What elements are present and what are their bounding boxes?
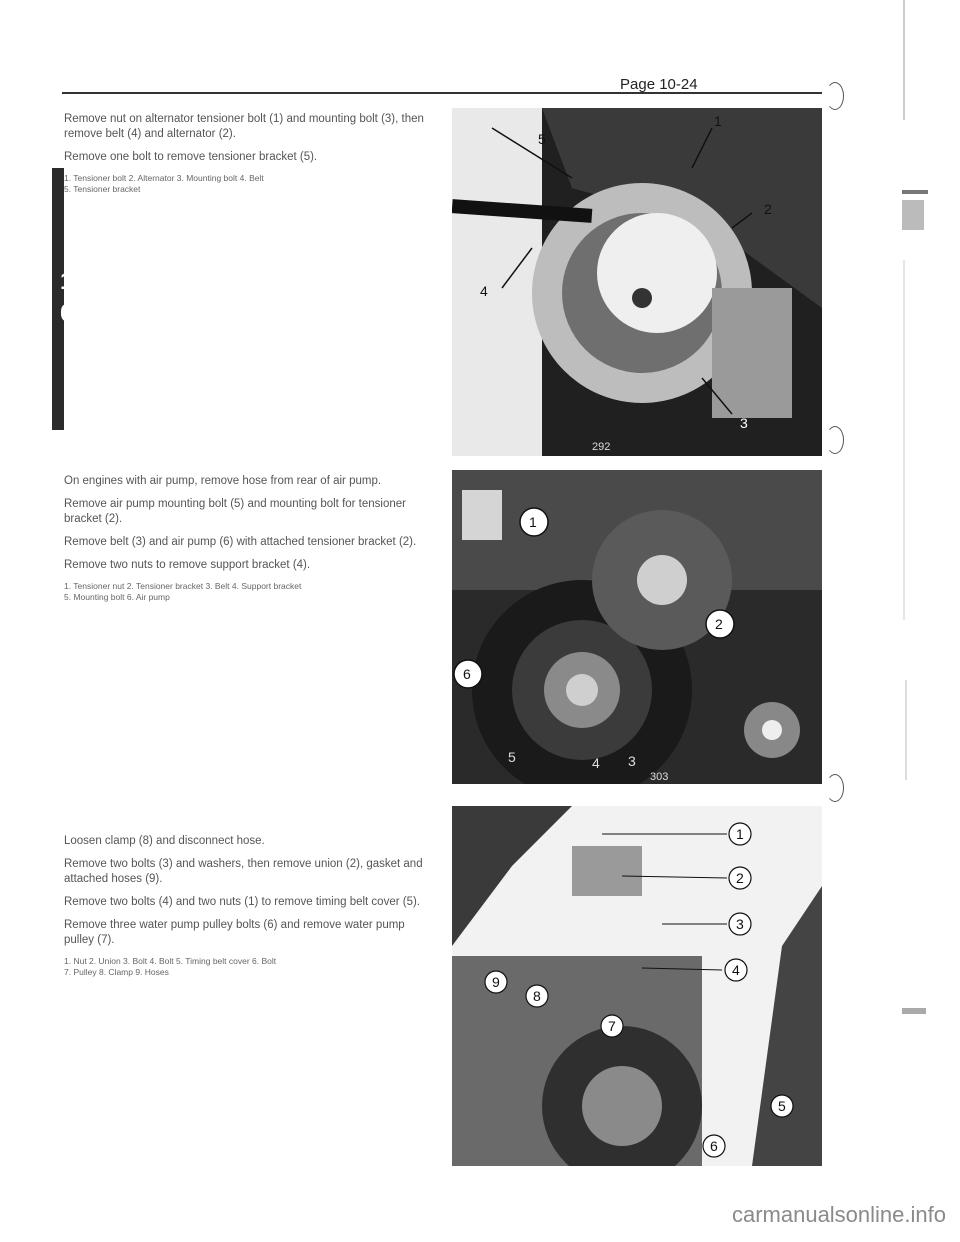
callout-label: 4 [592, 755, 600, 771]
section-tab-digit: 0 [60, 300, 74, 327]
callout-label: 1 [714, 113, 722, 129]
callout-label: 9 [492, 974, 500, 990]
figure-number: 292 [592, 441, 611, 453]
callout-label: 6 [463, 666, 471, 682]
instruction-text: Remove nut on alternator tensioner bolt (1) and mounting bolt (3), then remove belt (4) and alternator (2). [64, 113, 424, 140]
instruction-text: Remove one bolt to remove tensioner bracket (5). [64, 151, 318, 163]
photo-water-pump [452, 806, 822, 1166]
section-tab-digit: 1 [60, 268, 74, 295]
instruction-text: Remove three water pump pulley bolts (6) and remove water pump pulley (7). [64, 919, 405, 946]
photo-alternator [452, 108, 822, 456]
binder-ring-mark [826, 82, 844, 110]
procedure-section-1 [64, 112, 434, 195]
instruction-text: Remove belt (3) and air pump (6) with attached tensioner bracket (2). [64, 536, 417, 548]
callout-label: 1 [529, 514, 537, 530]
callout-label: 2 [715, 616, 723, 632]
callout-label: 3 [740, 415, 748, 431]
figure-caption: 1. Tensioner bolt 2. Alternator 3. Mounting bolt 4. Belt 5. Tensioner bracket [64, 173, 264, 194]
callout-label: 8 [533, 988, 541, 1004]
photo-air-pump [452, 470, 822, 784]
callout-label: 3 [628, 753, 636, 769]
scan-edge-artifacts [898, 0, 938, 1242]
figure-caption: 1. Tensioner nut 2. Tensioner bracket 3. Belt 4. Support bracket 5. Mounting bolt 6. Air pump [64, 581, 302, 602]
instruction-text: Remove two bolts (4) and two nuts (1) to remove timing belt cover (5). [64, 896, 421, 908]
figure-caption: 1. Nut 2. Union 3. Bolt 4. Bolt 5. Timing belt cover 6. Bolt 7. Pulley 8. Clamp 9. Hoses [64, 956, 277, 977]
instruction-text: Remove air pump mounting bolt (5) and mounting bolt for tensioner bracket (2). [64, 498, 406, 525]
callout-label: 4 [480, 283, 488, 299]
callout-label: 5 [508, 749, 516, 765]
header-rule [62, 92, 822, 94]
callout-label: 3 [736, 916, 744, 932]
instruction-text: Loosen clamp (8) and disconnect hose. [64, 835, 265, 847]
watermark: carmanualsonline.info [731, 1202, 946, 1227]
binder-ring-mark [826, 774, 844, 802]
procedure-section-2 [64, 474, 434, 603]
section-tab [52, 168, 64, 430]
instruction-text: Remove two nuts to remove support bracket (4). [64, 559, 311, 571]
callout-label: 5 [778, 1098, 786, 1114]
callout-label: 2 [764, 201, 772, 217]
binder-ring-mark [826, 426, 844, 454]
callout-label: 6 [710, 1138, 718, 1154]
instruction-text: Remove two bolts (3) and washers, then remove union (2), gasket and attached hoses (9). [64, 858, 423, 885]
instruction-text: On engines with air pump, remove hose from rear of air pump. [64, 475, 382, 487]
callout-label: 2 [736, 870, 744, 886]
callout-label: 1 [736, 826, 744, 842]
callout-label: 5 [538, 131, 546, 147]
procedure-section-3 [64, 834, 434, 978]
callout-label: 4 [732, 962, 740, 978]
page-number: Page 10-24 [620, 76, 698, 93]
callout-label: 7 [608, 1018, 616, 1034]
figure-number: 303 [650, 771, 669, 783]
